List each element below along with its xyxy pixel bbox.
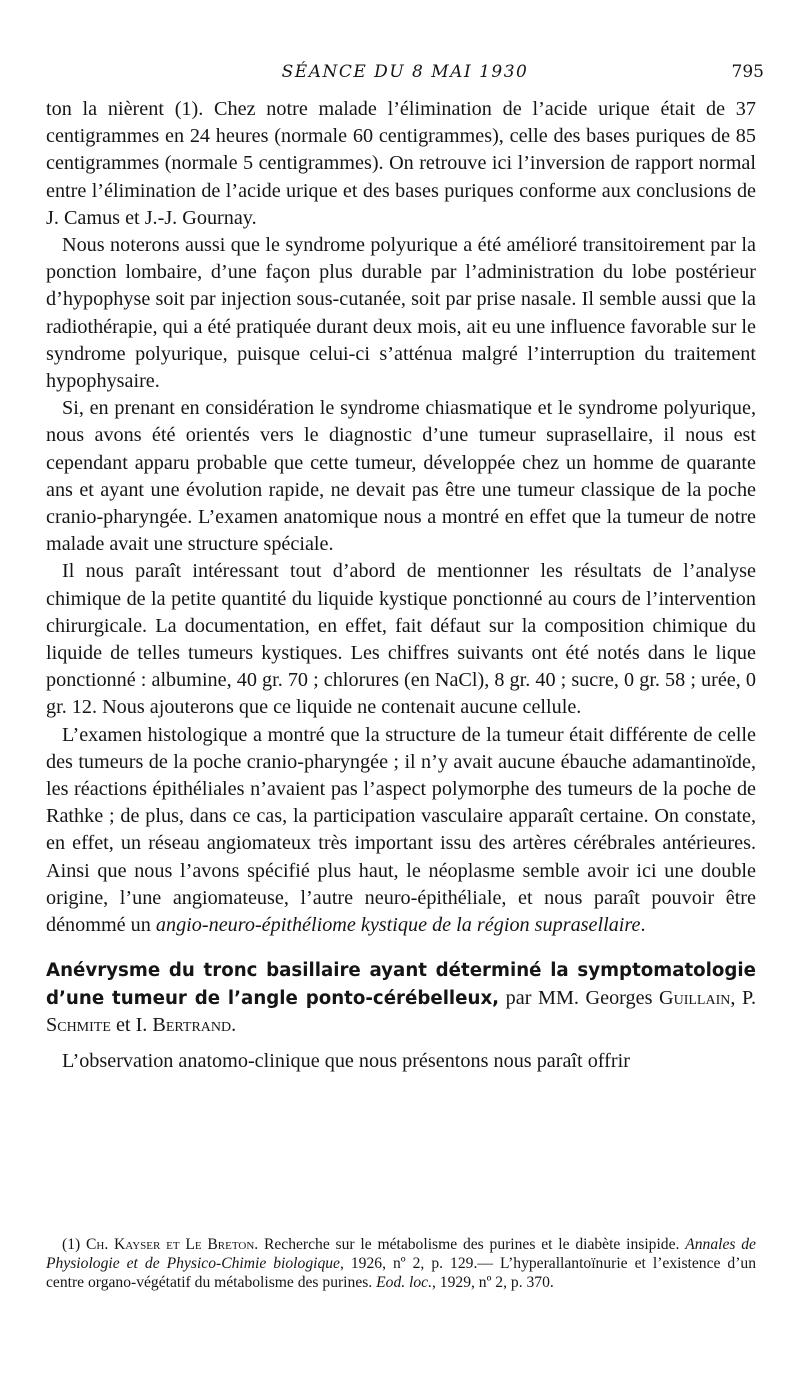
author-guillain: Guillain [659, 986, 731, 1009]
footnote-marker: (1) [62, 1236, 81, 1253]
paragraph-3: Si, en prenant en considération le syndrome chiasmatique et le syndrome polyurique, nous avons été orientés vers le diagnostic d’une tumeur suprasellaire, il nous est cependant apparu probable que cette tumeur, développée chez un homme de quarante ans et ayant une évolution rapide, ne devait pas être une tumeur classique de la poche cranio-pharyngée. L’examen anatomique nous a montré en effet que la tumeur de notre malade avait une structure spéciale. [46, 397, 756, 556]
footnote-journal: Annales de Physiologie et de Physico-Chimie biologique [46, 1236, 756, 1272]
author-schmite: P. Schmite [46, 986, 757, 1037]
paragraph-4: Il nous paraît intéressant tout d’abord de mentionner les résultats de l’analyse chimique de la petite quantité du liquide kystique ponctionné au cours de l’intervention chirurgicale. La documentation, en effet, fait défaut sur la composition chimique du liquide de telles tumeurs kystiques. Les chiffres suivants ont été notés dans le lique ponctionné : albumine, 40 gr. 70 ; chlorures (en NaCl), 8 gr. 40 ; sucre, 0 gr. 58 ; urée, 0 gr. 12. Nous ajouterons que ce liquide ne contenait aucune cellule. [46, 560, 756, 719]
section-heading: Anévrysme du tronc basillaire ayant déterminé la symptomatologie d’une tumeur de l’angle ponto-cérébelleux, par MM. Georges Guillain, P. Schmite et I. Bertrand. [46, 960, 757, 1037]
page-number: 795 [731, 62, 764, 82]
paragraph-5-italic-term: angio-neuro-épithéliome kystique de la région suprasellaire [155, 914, 641, 937]
footnote-1: (1) Ch. Kayser et Le Breton. Recherche sur le métabolisme des purines et le diabète insipide. Annales de Physiologie et de Physico-Chimie biologique, 1926, nº 2, p. 129.— L’hyperallantoïnurie et l’existence d’un centre organo-végétatif du métabolisme des purines. Eod. loc., 1929, nº 2, p. 370. [46, 1236, 757, 1291]
paragraph-2: Nous noterons aussi que le syndrome polyurique a été amélioré transitoirement par la ponction lombaire, d’une façon plus durable par l’administration du lobe postérieur d’hypophyse soit par injection sous-cutanée, soit par prise nasale. Il semble aussi que la radiothérapie, qui a été pratiquée durant deux mois, ait eu une influence favorable sur le syndrome polyurique, puisque celui-ci s’atténua malgré l’interruption du traitement hypophysaire. [46, 234, 756, 393]
paragraph-1: ton la nièrent (1). Chez notre malade l’élimination de l’acide urique était de 37 centigrammes en 24 heures (normale 60 centigrammes), celle des bases puriques de 85 centigrammes (normale 5 centigrammes). On retrouve ici l’inversion de rapport normal entre l’élimination de l’acide urique et des bases puriques conforme aux conclusions de J. Camus et J.-J. Gournay. [46, 98, 756, 229]
body-text [46, 96, 756, 1075]
footnote-authors: Ch. Kayser et Le Breton. [85, 1236, 259, 1253]
paragraph-5: L’examen histologique a montré que la structure de la tumeur était différente de celle des tumeurs de la poche cranio-pharyngée ; il n’y avait aucune ébauche adamantinoïde, les réactions épithéliales n’avaient pas l’aspect polymorphe des tumeurs de la poche de Rathke ; de plus, dans ce cas, la participation vasculaire apparaît certaine. On constate, en effet, un réseau angiomateux très important issu des artères cérébrales antérieures. Ainsi que nous l’avons spécifié plus haut, le néoplasme semble avoir ici une double origine, l’une angiomateuse, l’autre neuro-épithéliale, et nous paraît pouvoir être dénommé un angio-neuro-épithéliome kystique de la région suprasellaire. [46, 723, 756, 937]
author-bertrand: I. Bertrand [135, 1014, 232, 1037]
section-intro: L’observation anatomo-clinique que nous présentons nous paraît offrir [62, 1049, 630, 1072]
running-title: SÉANCE DU 8 MAI 1930 [281, 62, 529, 82]
page-header [46, 62, 764, 86]
paragraph-5-text: L’examen histologique a montré que la structure de la tumeur était différente de celle des tumeurs de la poche cranio-pharyngée ; il n’y avait aucune ébauche adamantinoïde, les réactions épithéliales n’avaient pas l’aspect polymorphe des tumeurs de la poche de Rathke ; de plus, dans ce cas, la participation vasculaire apparaît certaine. On constate, en effet, un réseau angiomateux très important issu des artères cérébrales antérieures. Ainsi que nous l’avons spécifié plus haut, le néoplasme semble avoir ici une double origine, l’une angiomateuse, l’autre neuro-épithéliale, et nous paraît pouvoir être dénommé un [46, 723, 756, 937]
section-title: Anévrysme du tronc basillaire ayant déterminé la symptomatologie d’une tumeur de l’angle ponto-cérébelleux, [46, 960, 756, 1009]
footnotes [46, 1236, 756, 1292]
section-by: par MM. Georges [505, 986, 653, 1009]
